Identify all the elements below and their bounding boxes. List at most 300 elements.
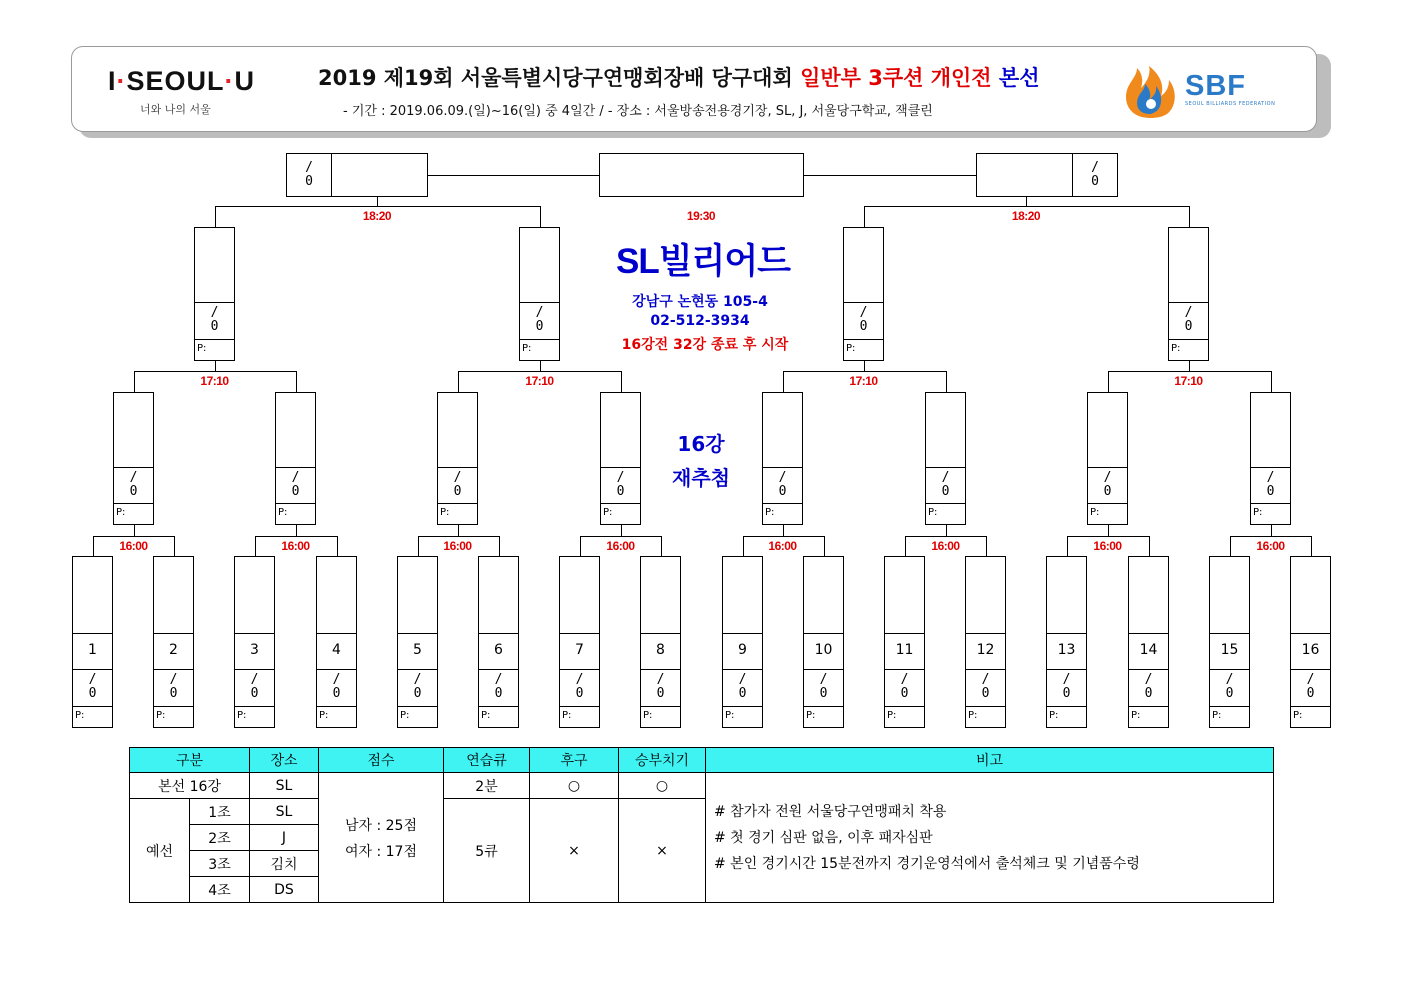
th-tiebreak: 승부치기 [619, 748, 706, 773]
final-line [804, 175, 976, 176]
box-divider [966, 706, 1005, 707]
player-name-field[interactable] [1047, 557, 1086, 634]
score-value: 0 [778, 484, 787, 499]
player-box[interactable] [1128, 556, 1169, 728]
player-name-field[interactable] [844, 228, 883, 303]
score-value: 0 [291, 484, 300, 499]
points-label: P: [1090, 507, 1100, 518]
bracket-line [1108, 525, 1109, 536]
match-time-r16: 16:00 [281, 539, 310, 553]
score-slash: / [1184, 305, 1193, 320]
score-cell [319, 773, 444, 903]
score-slash: / [1144, 672, 1153, 687]
score-value: 0 [1062, 686, 1071, 701]
box-divider [804, 706, 843, 707]
group-4-place: DS [250, 877, 319, 903]
player-box[interactable] [722, 556, 763, 728]
score-slash: / [738, 672, 747, 687]
player-box[interactable] [843, 227, 884, 361]
bracket-line [864, 361, 865, 371]
player-box[interactable] [1087, 392, 1128, 525]
player-name-field[interactable] [1088, 393, 1127, 468]
points-label: P: [237, 710, 247, 721]
points-label: P: [481, 710, 491, 721]
score-slash: / [413, 672, 422, 687]
bracket-line [458, 371, 622, 372]
player-box[interactable] [925, 392, 966, 525]
box-divider [601, 503, 640, 504]
player-box[interactable] [397, 556, 438, 728]
title-blue: 본선 [998, 66, 1040, 90]
points-label: P: [1293, 710, 1303, 721]
seoul-logo: I·SEOUL·U [108, 66, 256, 96]
points-label: P: [75, 710, 85, 721]
score-display [804, 673, 843, 701]
player-box[interactable] [316, 556, 357, 728]
main-row-label: 본선 16강 [130, 773, 250, 799]
player-box[interactable] [72, 556, 113, 728]
bracket-line [1149, 536, 1150, 556]
points-label: P: [1131, 710, 1141, 721]
player-name-field[interactable] [804, 557, 843, 634]
score-display [1047, 673, 1086, 701]
th-category: 구분 [130, 748, 250, 773]
box-divider [1291, 669, 1330, 670]
bracket-line [458, 525, 459, 536]
seed-number: 3 [250, 642, 259, 658]
points-label: P: [278, 507, 288, 518]
score-display [154, 673, 193, 701]
final-line [428, 175, 599, 176]
points-label: P: [522, 343, 532, 354]
match-time-r16: 16:00 [768, 539, 797, 553]
score-display [1251, 471, 1290, 499]
bracket-line [174, 536, 175, 556]
player-box[interactable] [640, 556, 681, 728]
score-value: 0 [1266, 484, 1275, 499]
info-table [129, 747, 1274, 903]
th-notes: 비고 [706, 748, 1274, 773]
match-time-r16: 16:00 [1093, 539, 1122, 553]
score-value: 0 [535, 319, 544, 334]
score-display [641, 673, 680, 701]
bracket-line [1311, 536, 1312, 556]
seed-number: 14 [1139, 642, 1158, 658]
points-label: P: [197, 343, 207, 354]
player-name-field[interactable] [723, 557, 762, 634]
bracket-line [1230, 536, 1312, 537]
player-name-field[interactable] [438, 393, 477, 468]
bracket-line [905, 536, 906, 556]
bracket-line [580, 536, 581, 556]
match-time-sf: 18:20 [1011, 209, 1041, 223]
score-value: 0 [656, 686, 665, 701]
player-name-field[interactable] [560, 557, 599, 634]
box-divider [885, 669, 924, 670]
player-box[interactable] [519, 227, 560, 361]
points-label: P: [846, 343, 856, 354]
finalist-box[interactable] [976, 153, 1118, 197]
player-name-field[interactable] [1129, 557, 1168, 634]
th-back: 후구 [530, 748, 619, 773]
bracket-line [621, 525, 622, 536]
score-display [1129, 673, 1168, 701]
match-time-qf: 17:10 [200, 374, 229, 388]
player-name-field[interactable] [1251, 393, 1290, 468]
player-box[interactable] [1209, 556, 1250, 728]
score-value: 0 [1103, 484, 1112, 499]
seed-number: 11 [895, 642, 914, 658]
score-display [723, 673, 762, 701]
box-divider [398, 669, 437, 670]
title-main: 2019 제19회 서울특별시당구연맹회장배 당구대회 [318, 66, 801, 90]
player-box[interactable] [1290, 556, 1331, 728]
score-value: 0 [819, 686, 828, 701]
player-box[interactable] [1168, 227, 1209, 361]
seed-number: 7 [575, 642, 584, 658]
score-slash: / [88, 672, 97, 687]
points-label: P: [116, 507, 126, 518]
box-divider [1291, 706, 1330, 707]
score-slash: / [900, 672, 909, 687]
score-value: 0 [250, 686, 259, 701]
player-name-field[interactable] [926, 393, 965, 468]
points-label: P: [968, 710, 978, 721]
bracket-line [621, 371, 622, 392]
bracket-line [93, 536, 94, 556]
points-label: P: [1171, 343, 1181, 354]
bracket-line [864, 206, 1190, 207]
points-label: P: [603, 507, 613, 518]
bracket-line [499, 536, 500, 556]
player-name-field[interactable] [1169, 228, 1208, 303]
match-time-r16: 16:00 [443, 539, 472, 553]
box-divider [1251, 503, 1290, 504]
score-value: 0 [332, 686, 341, 701]
bracket-line [946, 525, 947, 536]
bracket-line [1189, 361, 1190, 371]
score-slash: / [1103, 470, 1112, 485]
score-slash: / [535, 305, 544, 320]
score-display [926, 471, 965, 499]
bracket-line [1067, 536, 1068, 556]
seed-number: 2 [169, 642, 178, 658]
player-name-field[interactable] [1291, 557, 1330, 634]
bracket-line [458, 371, 459, 392]
group-1-name: 1조 [190, 799, 250, 825]
box-divider [195, 339, 234, 340]
prelim-label: 예선 [130, 799, 190, 903]
box-divider [560, 669, 599, 670]
box-divider [641, 669, 680, 670]
finalist-score [1072, 154, 1117, 196]
points-label: P: [765, 507, 775, 518]
finalist-box[interactable] [286, 153, 428, 197]
player-name-field[interactable] [520, 228, 559, 303]
th-score: 점수 [319, 748, 444, 773]
score-slash: / [210, 305, 219, 320]
score-value: 0 [575, 686, 584, 701]
points-label: P: [1049, 710, 1059, 721]
score-value: 0 [210, 319, 219, 334]
venue-address: 강남구 논현동 105-4 [632, 294, 768, 310]
player-name-field[interactable] [235, 557, 274, 634]
bracket-line [540, 361, 541, 371]
score-slash: / [453, 470, 462, 485]
note-1: # 참가자 전원 서울당구연맹패치 착용 [714, 803, 947, 820]
th-place: 장소 [250, 748, 319, 773]
score-display [885, 673, 924, 701]
main-row-practice: 2분 [444, 773, 530, 799]
venue-phone: 02-512-3934 [650, 313, 750, 329]
player-box[interactable] [762, 392, 803, 525]
score-display [317, 673, 356, 701]
match-time-r16: 16:00 [606, 539, 635, 553]
main-row-place: SL [250, 773, 319, 799]
score-value: 0 [900, 686, 909, 701]
round-label-16: 16강 [677, 432, 725, 456]
bracket-line [1230, 536, 1231, 556]
box-divider [73, 706, 112, 707]
player-name-field[interactable] [479, 557, 518, 634]
score-value: 0 [305, 174, 313, 189]
player-name-field[interactable] [195, 228, 234, 303]
score-slash: / [616, 470, 625, 485]
player-name-field[interactable] [885, 557, 924, 634]
player-name-field[interactable] [154, 557, 193, 634]
box-divider [479, 669, 518, 670]
bracket-line [824, 536, 825, 556]
score-male: 남자 : 25점 [344, 817, 417, 834]
points-label: P: [1212, 710, 1222, 721]
bracket-line [1026, 196, 1027, 206]
points-label: P: [928, 507, 938, 518]
round-label-redraw: 재추첨 [672, 466, 730, 490]
bracket-line [255, 536, 338, 537]
seed-number: 10 [814, 642, 833, 658]
score-slash: / [981, 672, 990, 687]
bracket-line [661, 536, 662, 556]
bracket-line [1108, 371, 1109, 392]
note-2: # 첫 경기 심판 없음, 이후 패자심판 [714, 829, 933, 846]
group-4-name: 4조 [190, 877, 250, 903]
score-slash: / [575, 672, 584, 687]
venue-note: 16강전 32강 종료 후 시작 [621, 337, 789, 353]
player-name-field[interactable] [1210, 557, 1249, 634]
box-divider [560, 706, 599, 707]
box-divider [276, 503, 315, 504]
sbf-flame-icon [1121, 64, 1179, 120]
match-time-qf: 17:10 [849, 374, 878, 388]
box-divider [154, 706, 193, 707]
score-display [844, 306, 883, 334]
bracket-line [905, 536, 987, 537]
match-time-sf: 18:20 [362, 209, 392, 223]
box-divider [723, 669, 762, 670]
player-box[interactable] [153, 556, 194, 728]
bracket-line [1271, 525, 1272, 536]
bracket-line [783, 371, 784, 392]
score-value: 0 [169, 686, 178, 701]
score-value: 0 [941, 484, 950, 499]
player-box[interactable] [600, 392, 641, 525]
score-value: 0 [859, 319, 868, 334]
player-box[interactable] [1046, 556, 1087, 728]
score-slash: / [1062, 672, 1071, 687]
score-slash: / [291, 470, 300, 485]
bracket-line [134, 371, 135, 392]
points-label: P: [562, 710, 572, 721]
box-divider [1047, 706, 1086, 707]
score-value: 0 [1306, 686, 1315, 701]
score-display [479, 673, 518, 701]
seed-number: 12 [976, 642, 995, 658]
box-divider [438, 503, 477, 504]
score-value: 0 [1225, 686, 1234, 701]
score-value: 0 [453, 484, 462, 499]
points-label: P: [643, 710, 653, 721]
box-divider [1210, 669, 1249, 670]
player-box[interactable] [478, 556, 519, 728]
bracket-line [946, 371, 947, 392]
box-divider [317, 706, 356, 707]
score-slash: / [1306, 672, 1315, 687]
box-divider [926, 503, 965, 504]
score-value: 0 [616, 484, 625, 499]
bracket-line [93, 536, 175, 537]
bracket-line [377, 196, 378, 206]
points-label: P: [400, 710, 410, 721]
box-divider [844, 339, 883, 340]
score-display [520, 306, 559, 334]
score-slash: / [778, 470, 787, 485]
score-female: 여자 : 17점 [344, 843, 417, 860]
box-divider [966, 669, 1005, 670]
bracket-line [134, 371, 297, 372]
match-time-r16: 16:00 [119, 539, 148, 553]
player-name-field[interactable] [114, 393, 153, 468]
box-divider [479, 706, 518, 707]
player-box[interactable] [803, 556, 844, 728]
player-box[interactable] [194, 227, 235, 361]
score-slash: / [656, 672, 665, 687]
score-slash: / [129, 470, 138, 485]
score-value: 0 [413, 686, 422, 701]
venue-name: SL빌리어드 [616, 242, 790, 281]
player-box[interactable] [559, 556, 600, 728]
score-value: 0 [129, 484, 138, 499]
page-subtitle: - 기간 : 2019.06.09.(일)~16(일) 중 4일간 / - 장소 : 서울방송전용경기장, SL, J, 서울당구학교, 잭클린 [343, 104, 933, 119]
score-display [560, 673, 599, 701]
score-value: 0 [981, 686, 990, 701]
box-divider [763, 503, 802, 504]
points-label: P: [440, 507, 450, 518]
score-slash: / [250, 672, 259, 687]
player-name-field[interactable] [276, 393, 315, 468]
player-box[interactable] [884, 556, 925, 728]
bracket-line [418, 536, 500, 537]
player-name-field[interactable] [966, 557, 1005, 634]
score-value: 0 [1144, 686, 1153, 701]
score-value: 0 [494, 686, 503, 701]
champion-box[interactable] [599, 153, 804, 197]
box-divider [641, 706, 680, 707]
player-box[interactable] [437, 392, 478, 525]
score-slash: / [941, 470, 950, 485]
bracket-line [1067, 536, 1150, 537]
seed-number: 15 [1220, 642, 1239, 658]
score-value: 0 [738, 686, 747, 701]
player-name-field[interactable] [73, 557, 112, 634]
player-box[interactable] [275, 392, 316, 525]
bracket-line [134, 525, 135, 536]
box-divider [723, 706, 762, 707]
main-row-back: ○ [530, 773, 619, 799]
title-red: 일반부 3쿠션 개인전 [800, 66, 999, 90]
score-display [1210, 673, 1249, 701]
box-divider [804, 669, 843, 670]
bracket-line [1271, 371, 1272, 392]
player-box[interactable] [1250, 392, 1291, 525]
player-name-field[interactable] [641, 557, 680, 634]
box-divider [73, 669, 112, 670]
score-display [438, 471, 477, 499]
bracket-line [337, 536, 338, 556]
group-3-name: 3조 [190, 851, 250, 877]
box-divider [1088, 503, 1127, 504]
player-name-field[interactable] [317, 557, 356, 634]
sbf-tagline: SEOUL BILLIARDS FEDERATION [1185, 101, 1276, 107]
bracket-line [743, 536, 744, 556]
note-3: # 본인 경기시간 15분전까지 경기운영석에서 출석체크 및 기념품수령 [714, 855, 1140, 872]
score-slash: / [819, 672, 828, 687]
player-box[interactable] [113, 392, 154, 525]
score-slash: / [169, 672, 178, 687]
player-name-field[interactable] [398, 557, 437, 634]
group-2-name: 2조 [190, 825, 250, 851]
bracket-line [215, 206, 541, 207]
box-divider [1210, 706, 1249, 707]
match-time-final: 19:30 [686, 209, 716, 223]
score-slash: / [1266, 470, 1275, 485]
bracket-line [215, 361, 216, 371]
bracket-line [783, 525, 784, 536]
score-display [1088, 471, 1127, 499]
score-value: 0 [1091, 174, 1099, 189]
bracket-line [255, 536, 256, 556]
points-label: P: [725, 710, 735, 721]
prelim-practice: 5큐 [444, 799, 530, 903]
sbf-logo: SBF [1185, 70, 1246, 102]
seoul-tagline: 너와 나의 서울 [140, 103, 211, 116]
player-box[interactable] [234, 556, 275, 728]
score-slash: / [494, 672, 503, 687]
seed-number: 9 [738, 642, 747, 658]
prelim-back: × [530, 799, 619, 903]
notes-cell [706, 773, 1274, 903]
bracket-line [296, 525, 297, 536]
seed-number: 16 [1301, 642, 1320, 658]
bracket-line [864, 206, 865, 227]
score-slash: / [305, 160, 313, 175]
match-time-qf: 17:10 [1174, 374, 1203, 388]
points-label: P: [806, 710, 816, 721]
match-time-r16: 16:00 [1256, 539, 1285, 553]
seed-number: 13 [1057, 642, 1076, 658]
bracket-line [296, 371, 297, 392]
bracket-line [580, 536, 662, 537]
player-box[interactable] [965, 556, 1006, 728]
